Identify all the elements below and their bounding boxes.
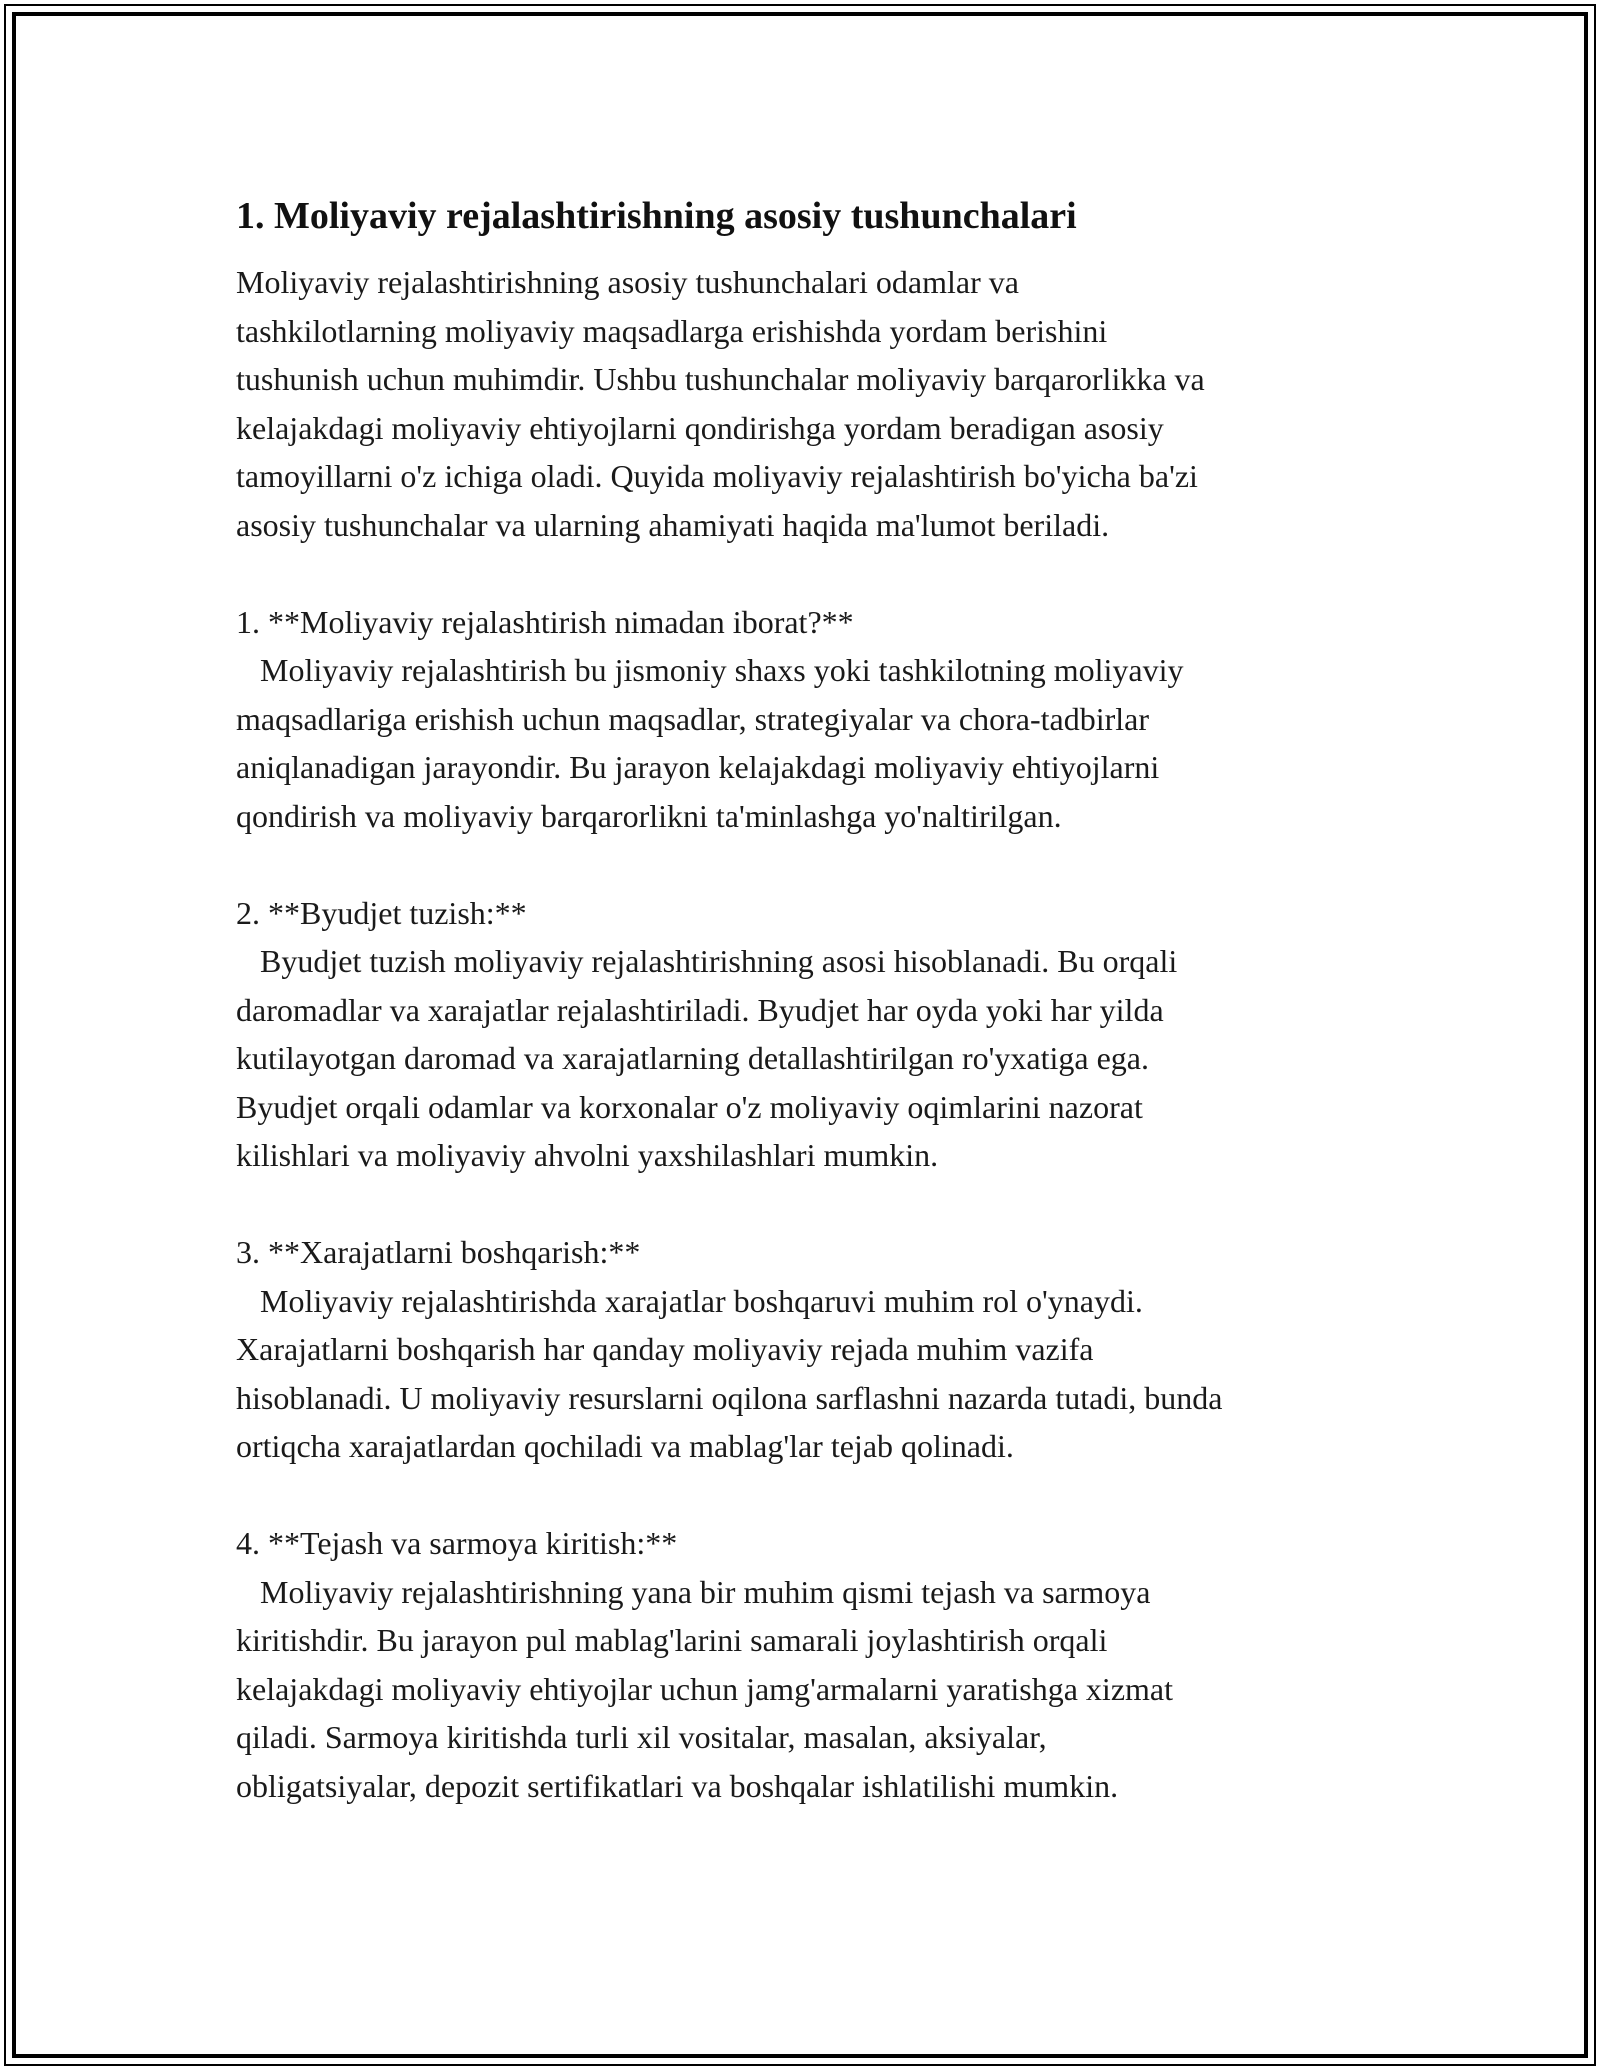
document-content (236, 186, 1386, 1810)
document-title: 1. Moliyaviy rejalashtirishning asosiy tushunchalari (236, 195, 1077, 237)
section-heading: 4. **Tejash va sarmoya kiritish:** (236, 1525, 678, 1561)
section-heading: 1. **Moliyaviy rejalashtirish nimadan iborat?** (236, 603, 854, 640)
section-2 (236, 889, 1386, 1180)
intro-paragraph: Moliyaviy rejalashtirishning asosiy tushunchalari odamlar va tashkilotlarning moliyaviy maqsadlarga erishishda yordam berishini tushunish uchun muhimdir. Ushbu tushunchalar moliyaviy barqarorlikka va kelajakdagi moliyaviy ehtiyojlarni qondirishga yordam beradigan asosiy tamoyillarni o'z ichiga oladi. Quyida moliyaviy rejalashtirish bo'yicha ba'zi asosiy tushunchalar va ularning ahamiyati haqida ma'lumot beriladi. (236, 264, 1205, 543)
section-body: Byudjet tuzish moliyaviy rejalashtirishning asosi hisoblanadi. Bu orqali daromadlar va xarajatlar rejalashtiriladi. Byudjet har oyda yoki har yilda kutilayotgan daromad va xarajatlarning detallashtirilgan ro'yxatiga ega. Byudjet orqali odamlar va korxonalar o'z moliyaviy oqimlarini nazorat kilishlari va moliyaviy ahvolni yaxshilashlari mumkin. (236, 943, 1178, 1173)
section-1 (236, 598, 1386, 841)
section-body: Moliyaviy rejalashtirish bu jismoniy shaxs yoki tashkilotning moliyaviy maqsadlariga erishish uchun maqsadlar, strategiyalar va chora-tadbirlar aniqlanadigan jarayondir. Bu jarayon kelajakdagi moliyaviy ehtiyojlarni qondirish va moliyaviy barqarorlikni ta'minlashga yo'naltirilgan. (236, 652, 1184, 834)
section-4 (236, 1519, 1386, 1810)
section-body: Moliyaviy rejalashtirishning yana bir muhim qismi tejash va sarmoya kiritishdir. Bu jarayon pul mablag'larini samarali joylashtirish orqali kelajakdagi moliyaviy ehtiyojlar uchun jamg'armalarni yaratishga xizmat qiladi. Sarmoya kiritishda turli xil vositalar, masalan, aksiyalar, obligatsiyalar, depozit sertifikatlari va boshqalar ishlatilishi mumkin. (236, 1573, 1173, 1804)
section-heading: 2. **Byudjet tuzish:** (236, 894, 527, 931)
section-body: Moliyaviy rejalashtirishda xarajatlar boshqaruvi muhim rol o'ynaydi. Xarajatlarni boshqarish har qanday moliyaviy rejada muhim vazifa hisoblanadi. U moliyaviy resurslarni oqilona sarflashni nazarda tutadi, bunda ortiqcha xarajatlardan qochiladi va mablag'lar tejab qolinadi. (236, 1282, 1223, 1464)
section-heading: 3. **Xarajatlarni boshqarish:** (236, 1234, 641, 1270)
section-3 (236, 1228, 1386, 1471)
